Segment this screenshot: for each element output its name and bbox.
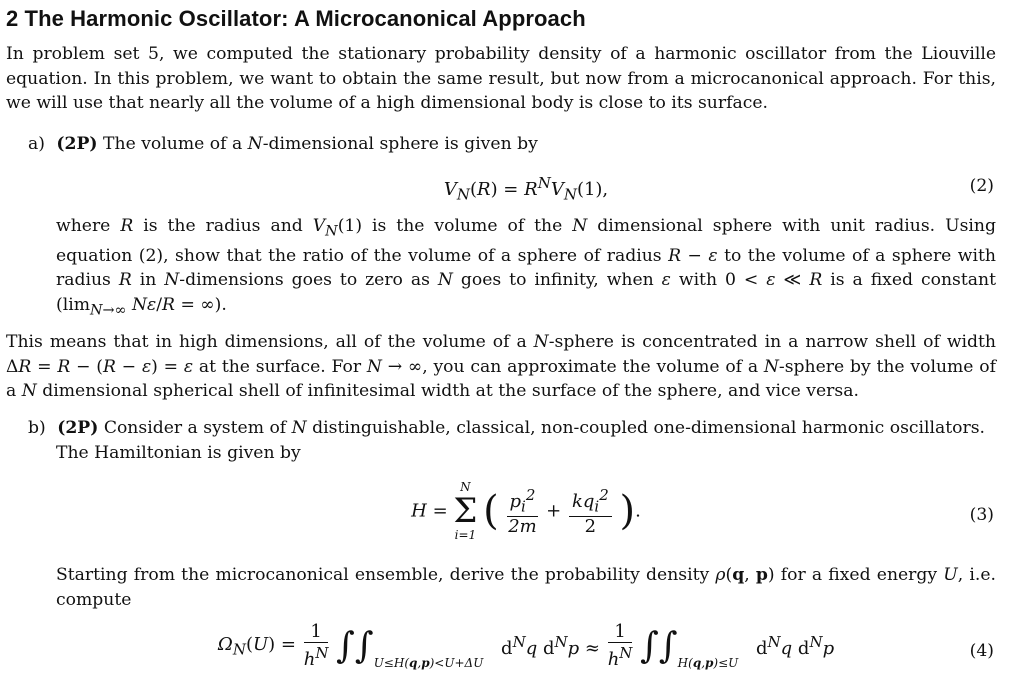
section-heading: 2 The Harmonic Oscillator: A Microcanonical Approach	[6, 6, 586, 31]
part-a-label: a)	[28, 134, 45, 154]
part-b-statement-2: The Hamiltonian is given by	[56, 443, 301, 463]
part-a-header	[28, 132, 538, 157]
part-b-label: b)	[28, 418, 46, 438]
intro-paragraph: In problem set 5, we computed the stationary probability density of a harmonic oscillator from the Liouville equation. In this problem, we want to obtain the same result, but now from a microcanonical approach. For this, we will use that nearly all the volume of a high dimensional body is close to its surface.	[6, 44, 996, 113]
equation-3-number: (3)	[969, 505, 994, 525]
part-a-statement: The volume of a N-dimensional sphere is given by	[103, 134, 538, 154]
equation-4-number: (4)	[969, 641, 994, 661]
part-b-points: (2P)	[57, 418, 99, 438]
equation-2-number: (2)	[969, 176, 994, 196]
part-b-text: Starting from the microcanonical ensemble, derive the probability density ρ(q, p) for a fixed energy U, i.e. compute	[56, 565, 997, 610]
equation-3: H = N Σ i=1 ( $\frac{p_i^2}{2m}$ + $\frac{kq_i^2}{2}$ ).	[411, 480, 641, 542]
equation-2: $V_N(R) = R^NV_N(1)$,	[443, 174, 609, 204]
part-b-statement-1: Consider a system of N distinguishable, classical, non-coupled one-dimensional harmonic oscillators.	[103, 418, 986, 438]
part-a-text: where R is the radius and $V_N(1)$ is the volume of the N dimensional sphere with unit radius. Using equation (2), show that the ratio of the volume of a sphere of radius R − ε to the volume of a sphere with radius R in N-dimensions goes to zero as N goes to infinity, when ε with 0 < ε ≪ R is a fixed constant ($\lim_{N\to\infty}$ Nε/R = ∞).	[56, 216, 996, 319]
middle-paragraph: This means that in high dimensions, all of the volume of a N-sphere is concentrated in a narrow shell of width ΔR = R − (R − ε) = ε at the surface. For N → ∞, you can approximate the volume of a N-sphere by the volume of a N dimensional spherical shell of infinitesimal width at the surface of the sphere, and vice versa.	[6, 332, 997, 401]
part-b-header	[28, 416, 985, 441]
equation-4: $\Omega_N(U)$ = $\frac{1}{h^N}$ $\int\int_{U\le H(q,p)<U+\Delta U}$ $d^Nq$ $d^Np$ ≈ $\frac{1}{h^N}$ $\int\int_{H(q,p)\le U}$ $d^Nq$ $d^Np$	[217, 621, 835, 670]
sum-symbol: N Σ i=1	[453, 480, 478, 542]
part-a-points: (2P)	[56, 134, 98, 154]
